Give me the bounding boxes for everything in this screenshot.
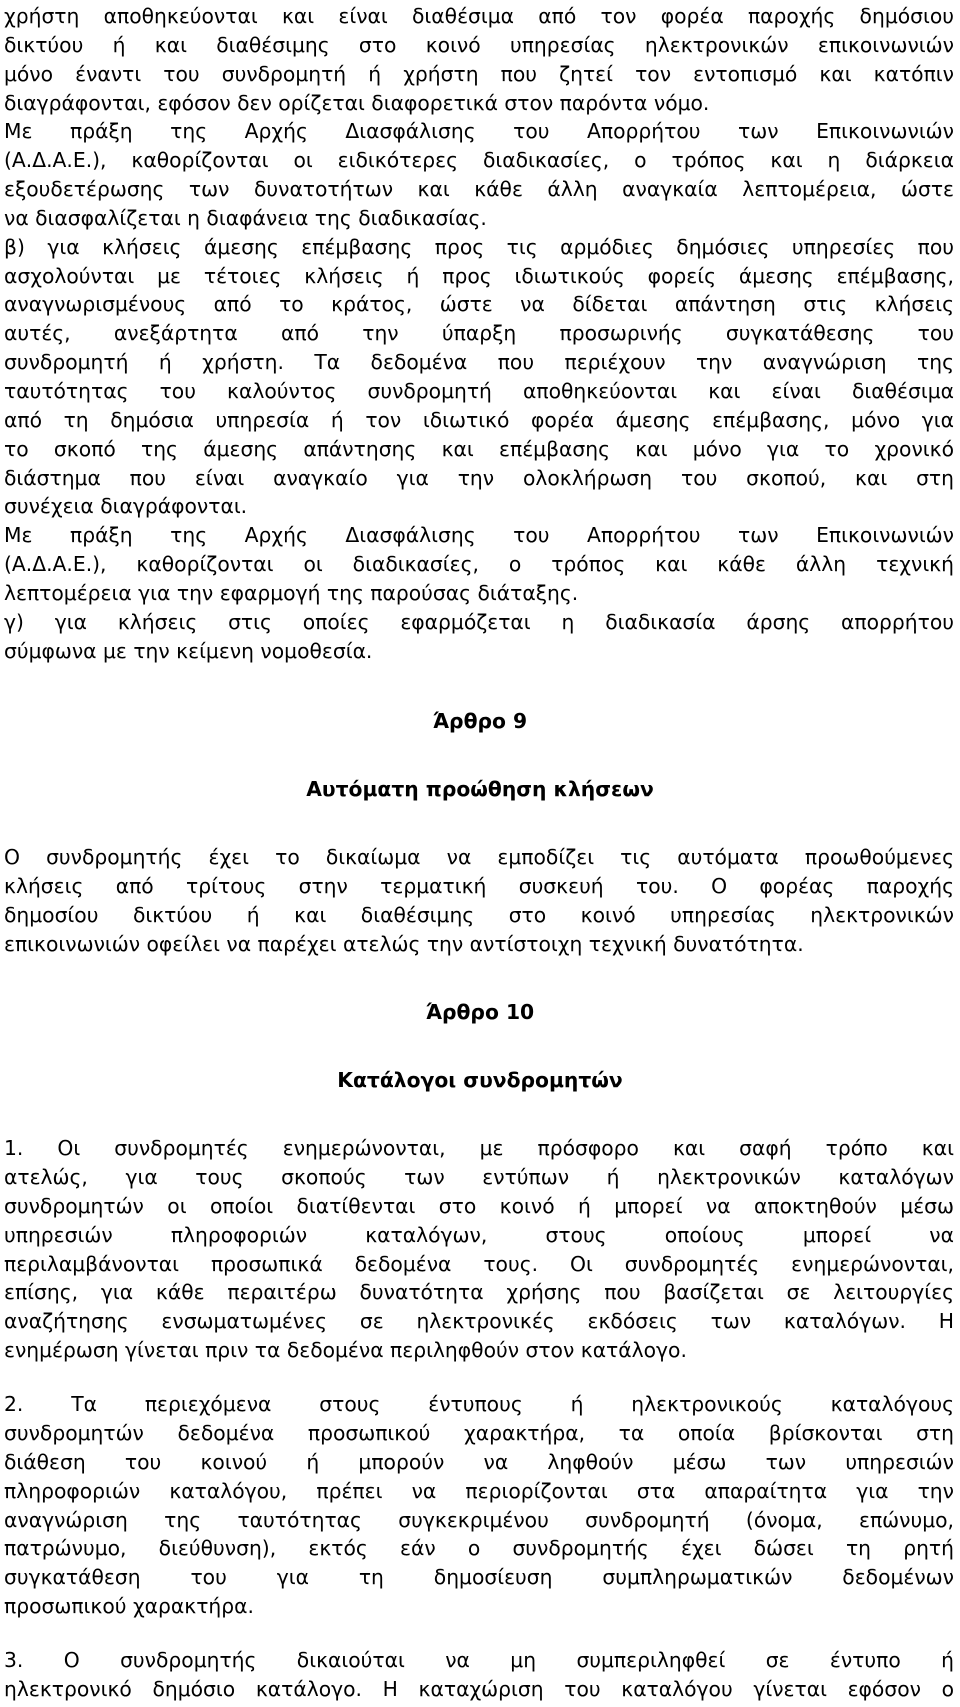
text-line: συνέχεια διαγράφονται. (4, 494, 248, 519)
text-line: αναγνωρισμένους από το κράτος, ώστε να δίδεται απάντηση στις κλήσεις (4, 292, 954, 317)
text-line: ασχολούνται με τέτοιες κλήσεις ή προς ιδιωτικούς φορείς άμεσης επέμβασης, (4, 263, 954, 288)
article-10-number: Άρθρο 10 (425, 1000, 535, 1024)
text-line: αυτές, ανεξάρτητα από την ύπαρξη προσωρινής συγκατάθεσης του (4, 321, 954, 346)
text-line: πληροφοριών καταλόγου, πρέπει να περιορίζονται στα απαραίτητα για την (4, 1478, 954, 1503)
article-9-number: Άρθρο 9 (432, 708, 528, 733)
text-line: συνδρομητών δεδομένα προσωπικού χαρακτήρα, τα οποία βρίσκονται στη (4, 1421, 954, 1445)
text-line: δημοσίου δικτύου ή και διαθέσιμης στο κοινό υπηρεσίας ηλεκτρονικών (4, 902, 954, 927)
text-line: ηλεκτρονικό δημόσιο κατάλογο. Η καταχώριση του καταλόγου γίνεται εφόσον ο (4, 1677, 954, 1701)
text-line: χρήστη αποθηκεύονται και είναι διαθέσιμα από τον φορέα παροχής δημόσιου (4, 4, 954, 28)
text-line: σύμφωνα με την κείμενη νομοθεσία. (4, 638, 373, 663)
text-line: προσωπικού χαρακτήρα. (4, 1594, 254, 1619)
text-line: εξουδετέρωσης των δυνατοτήτων και κάθε άλλη αναγκαία λεπτομέρεια, ώστε (4, 177, 954, 202)
text-line: ενημέρωση γίνεται πριν τα δεδομένα περιληφθούν στον κατάλογο. (4, 1338, 687, 1363)
text-line: (Α.Δ.Α.Ε.), καθορίζονται οι διαδικασίες, ο τρόπος και κάθε άλλη τεχνική (4, 552, 954, 577)
text-line: 3. Ο συνδρομητής δικαιούται να μη συμπεριληφθεί σε έντυπο ή (4, 1648, 954, 1673)
text-line: β) για κλήσεις άμεσης επέμβασης προς τις αρμόδιες δημόσιες υπηρεσίες που (4, 234, 954, 259)
text-line: συνδρομητή ή χρήστη. Τα δεδομένα που περιέχουν την αναγνώριση της (4, 350, 954, 375)
text-line: μόνο έναντι του συνδρομητή ή χρήστη που ζητεί τον εντοπισμό και κατόπιν (4, 61, 954, 86)
text-line: Με πράξη της Αρχής Διασφάλισης του Απορρήτου των Επικοινωνιών (4, 119, 954, 144)
text-line: Με πράξη της Αρχής Διασφάλισης του Απορρήτου των Επικοινωνιών (4, 523, 954, 548)
text-line: αναζήτησης ενσωματωμένες σε ηλεκτρονικές εκδόσεις των καταλόγων. Η (4, 1309, 954, 1334)
text-line: 1. Οι συνδρομητές ενημερώνονται, με πρόσφορο και σαφή τρόπο και (4, 1136, 954, 1161)
text-line: δικτύου ή και διαθέσιμης στο κοινό υπηρεσίας ηλεκτρονικών επικοινωνιών (4, 32, 954, 57)
text-line: κλήσεις από τρίτους στην τερματική συσκευή του. Ο φορέας παροχής (4, 873, 954, 898)
text-line: 2. Τα περιεχόμενα στους έντυπους ή ηλεκτρονικούς καταλόγους (4, 1392, 954, 1417)
text-line: ταυτότητας του καλούντος συνδρομητή αποθηκεύονται και είναι διαθέσιμα (4, 379, 954, 403)
text-line: ατελώς, για τους σκοπούς των εντύπων ή ηλεκτρονικών καταλόγων (4, 1165, 954, 1189)
text-line: Ο συνδρομητής έχει το δικαίωμα να εμποδίζει τις αυτόματα προωθούμενες (4, 845, 954, 869)
text-line: διάθεση του κοινού ή μπορούν να ληφθούν μέσω των υπηρεσιών (4, 1449, 954, 1474)
text-line: διάστημα που είναι αναγκαίο για την ολοκλήρωση του σκοπού, και στη (4, 465, 954, 490)
article-10-title: Κατάλογοι συνδρομητών (337, 1067, 623, 1092)
text-line: γ) για κλήσεις στις οποίες εφαρμόζεται η διαδικασία άρσης απορρήτου (4, 609, 954, 634)
text-line: πατρώνυμο, διεύθυνση), εκτός εάν ο συνδρομητής έχει δώσει τη ρητή (4, 1536, 954, 1561)
text-line: να διασφαλίζεται η διαφάνεια της διαδικασίας. (4, 205, 487, 230)
article-9-title: Αυτόματη προώθηση κλήσεων (306, 776, 654, 801)
text-line: λεπτομέρεια για την εφαρμογή της παρούσας διάταξης. (4, 580, 579, 605)
text-line: το σκοπό της άμεσης απάντησης και επέμβασης και μόνο για το χρονικό (4, 436, 954, 461)
text-line: συνδρομητών οι οποίοι διατίθενται στο κοινό ή μπορεί να αποκτηθούν μέσω (4, 1193, 954, 1218)
text-line: επίσης, για κάθε περαιτέρω δυνατότητα χρήσης που βασίζεται σε λειτουργίες (4, 1280, 954, 1305)
text-line: συγκατάθεση του για τη δημοσίευση συμπληρωματικών δεδομένων (4, 1565, 954, 1590)
text-line: διαγράφονται, εφόσον δεν ορίζεται διαφορετικά στον παρόντα νόμο. (4, 90, 710, 115)
text-line: υπηρεσιών πληροφοριών καταλόγων, στους οποίους μπορεί να (4, 1222, 954, 1247)
text-line: αναγνώριση της ταυτότητας συγκεκριμένου συνδρομητή (όνομα, επώνυμο, (4, 1507, 954, 1532)
text-line: επικοινωνιών οφείλει να παρέχει ατελώς την αντίστοιχη τεχνική δυνατότητα. (4, 931, 804, 956)
text-line: από τη δημόσια υπηρεσία ή τον ιδιωτικό φορέα άμεσης επέμβασης, μόνο για (4, 407, 954, 432)
text-line: περιλαμβάνονται προσωπικά δεδομένα τους. Οι συνδρομητές ενημερώνονται, (4, 1251, 954, 1276)
text-line: (Α.Δ.Α.Ε.), καθορίζονται οι ειδικότερες διαδικασίες, ο τρόπος και η διάρκεια (4, 148, 954, 173)
